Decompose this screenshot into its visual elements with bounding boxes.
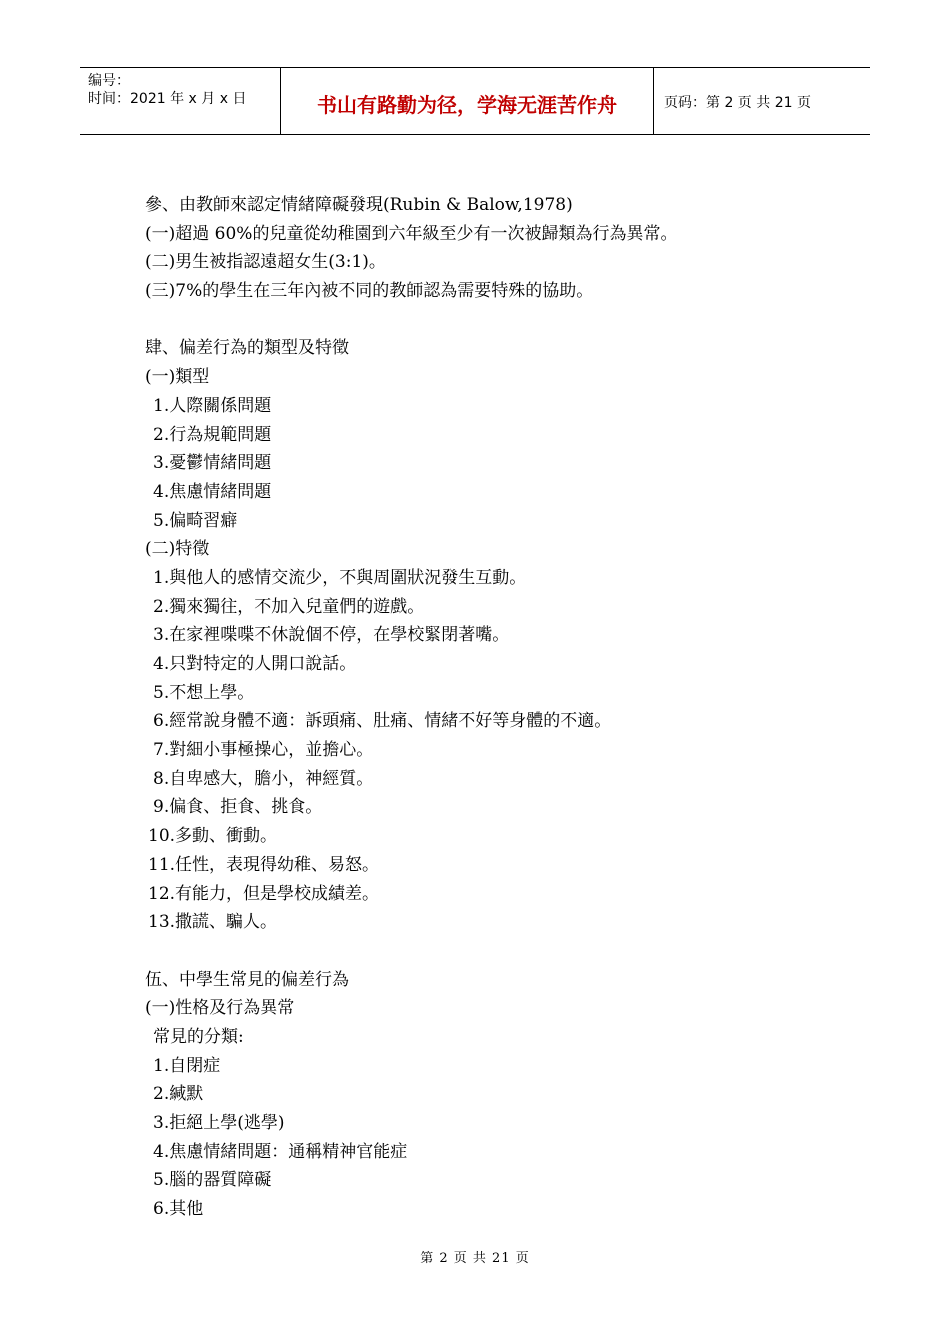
code-label: 编号： [88, 73, 130, 89]
spacer [145, 306, 845, 335]
list-item: 8.自卑感大，膽小，神經質。 [153, 768, 374, 789]
list-item: 10.多動、衝動。 [148, 826, 278, 847]
list-item: 5.不想上學。 [153, 682, 255, 703]
document-body [145, 191, 845, 1224]
header-motto: 书山有路勤为径，学海无涯苦作舟 [281, 68, 654, 134]
list-item: 11.任性，表現得幼稚、易怒。 [148, 854, 380, 875]
header-page-info: 页码：第 2 页 共 21 页 [664, 95, 811, 111]
list-item: 13.撒謊、騙人。 [148, 912, 278, 933]
list-item: 3.拒絕上學(逃學) [153, 1113, 285, 1133]
list-item: 1.自閉症 [153, 1055, 221, 1076]
list-item: 5.偏畸習癖 [153, 510, 238, 531]
section-title: 參、由教師來認定情緒障礙發現(Rubin & Balow,1978) [145, 195, 573, 215]
section-title: 伍、中學生常見的偏差行為 [145, 969, 349, 990]
page-header [80, 67, 870, 135]
list-item: 4.焦慮情緒問題 [153, 481, 272, 502]
list-item: 2.行為規範問題 [153, 424, 272, 445]
list-item: 3.在家裡喋喋不休說個不停，在學校緊閉著嘴。 [153, 625, 510, 646]
list-item: 4.只對特定的人開口說話。 [153, 654, 357, 674]
spacer [145, 937, 845, 966]
page-footer: 第 2 页 共 21 页 [420, 1251, 530, 1266]
list-item: 2.獨來獨往，不加入兒童們的遊戲。 [153, 596, 425, 617]
list-item: 6.其他 [153, 1199, 204, 1220]
list-item: 9.偏食、拒食、挑食。 [153, 797, 323, 818]
section-title: 肆、偏差行為的類型及特徵 [145, 338, 349, 359]
subsection-title: (一)性格及行為異常 [145, 998, 295, 1019]
list-lead: 常見的分類: [153, 1026, 244, 1047]
time-label: 时间：2021 年 x 月 x 日 [88, 91, 247, 107]
list-item: (三)7%的學生在三年內被不同的教師認為需要特殊的協助。 [145, 281, 594, 302]
header-meta [80, 68, 281, 134]
list-item: 5.腦的器質障礙 [153, 1170, 272, 1191]
list-item: 4.焦慮情緒問題：通稱精神官能症 [153, 1141, 408, 1162]
list-item: 7.對細小事極操心，並擔心。 [153, 740, 374, 761]
list-item: (一)超過 60%的兒童從幼稚園到六年級至少有一次被歸類為行為異常。 [145, 223, 678, 244]
list-item: 12.有能力，但是學校成績差。 [148, 883, 380, 904]
list-item: 6.經常說身體不適：訴頭痛、肚痛、情緒不好等身體的不適。 [153, 711, 612, 732]
subsection-title: (一)類型 [145, 367, 210, 388]
list-item: 3.憂鬱情緒問題 [153, 453, 272, 474]
list-item: (二)男生被指認遠超女生(3:1)。 [145, 252, 386, 273]
list-item: 2.緘默 [153, 1084, 204, 1105]
list-item: 1.與他人的感情交流少，不與周圍狀況發生互動。 [153, 567, 527, 588]
list-item: 1.人際關係問題 [153, 395, 272, 416]
subsection-title: (二)特徵 [145, 539, 210, 560]
